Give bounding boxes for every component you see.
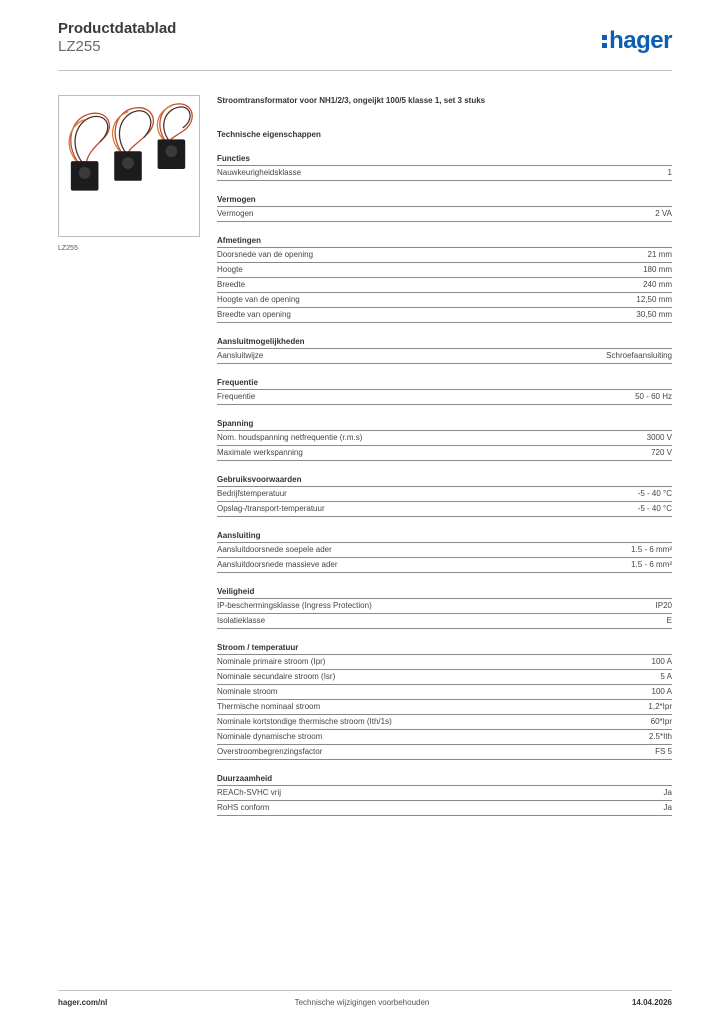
spec-value: Schroefaansluiting <box>606 351 672 360</box>
spec-section <box>217 153 672 181</box>
spec-row <box>217 557 672 573</box>
spec-row <box>217 206 672 222</box>
spec-row <box>217 729 672 744</box>
spec-label: Bedrijfstemperatuur <box>217 489 287 498</box>
spec-value: 21 mm <box>647 250 672 259</box>
spec-section <box>217 642 672 760</box>
spec-sections <box>217 153 672 816</box>
spec-row <box>217 744 672 760</box>
spec-value: 1.5 - 6 mm² <box>631 545 672 554</box>
spec-section <box>217 194 672 222</box>
section-title: Aansluiting <box>217 531 261 540</box>
spec-value: E <box>666 616 672 625</box>
spec-row <box>217 445 672 461</box>
spec-label: Aansluitdoorsnede soepele ader <box>217 545 332 554</box>
spec-label: Thermische nominaal stroom <box>217 702 321 711</box>
section-title: Aansluitmogelijkheden <box>217 337 305 346</box>
spec-label: Aansluitdoorsnede massieve ader <box>217 560 338 569</box>
spec-value: 1,2*Ipr <box>648 702 672 711</box>
spec-table <box>217 654 672 760</box>
section-title: Gebruiksvoorwaarden <box>217 475 302 484</box>
footer-date: 14.04.2026 <box>631 998 672 1007</box>
spec-value: 100 A <box>651 657 672 666</box>
hager-logo <box>602 26 672 56</box>
spec-table <box>217 486 672 517</box>
product-code: LZ255 <box>58 38 101 55</box>
spec-row <box>217 389 672 405</box>
logo-dots-icon <box>602 35 607 48</box>
spec-row <box>217 654 672 669</box>
spec-table <box>217 389 672 405</box>
spec-value: -5 - 40 °C <box>637 489 672 498</box>
spec-section <box>217 235 672 323</box>
spec-row <box>217 262 672 277</box>
spec-table <box>217 542 672 573</box>
document-title: Productdatablad <box>58 20 177 37</box>
section-title: Stroom / temperatuur <box>217 643 299 652</box>
spec-label: Nominale dynamische stroom <box>217 732 323 741</box>
spec-row <box>217 598 672 613</box>
spec-value: 1 <box>667 168 672 177</box>
section-title: Functies <box>217 154 250 163</box>
spec-section <box>217 336 672 364</box>
spec-section <box>217 474 672 517</box>
spec-section <box>217 418 672 461</box>
spec-value: 2.5*Ith <box>648 732 672 741</box>
spec-label: Hoogte <box>217 265 243 274</box>
spec-row <box>217 348 672 364</box>
product-description: Stroomtransformator voor NH1/2/3, ongeijkt 100/5 klasse 1, set 3 stuks <box>217 96 486 105</box>
spec-label: IP-beschermingsklasse (Ingress Protection) <box>217 601 372 610</box>
spec-label: Isolatieklasse <box>217 616 266 625</box>
spec-label: Hoogte van de opening <box>217 295 300 304</box>
spec-section <box>217 530 672 573</box>
spec-row <box>217 669 672 684</box>
spec-label: Nominale stroom <box>217 687 278 696</box>
spec-value: 100 A <box>651 687 672 696</box>
spec-label: Opslag-/transport-temperatuur <box>217 504 325 513</box>
spec-value: 720 V <box>651 448 672 457</box>
image-caption: LZ255 <box>58 245 78 252</box>
spec-row <box>217 542 672 557</box>
spec-label: Breedte <box>217 280 246 289</box>
spec-label: REACh-SVHC vrij <box>217 788 282 797</box>
spec-label: Nauwkeurigheidsklasse <box>217 168 302 177</box>
spec-section <box>217 773 672 816</box>
spec-row <box>217 800 672 816</box>
spec-label: Overstroombegrenzingsfactor <box>217 747 323 756</box>
spec-row <box>217 684 672 699</box>
spec-row <box>217 699 672 714</box>
footer-website: hager.com/nl <box>58 998 108 1007</box>
spec-value: -5 - 40 °C <box>637 504 672 513</box>
spec-table <box>217 598 672 629</box>
spec-row <box>217 247 672 262</box>
spec-section <box>217 377 672 405</box>
spec-label: Nominale primaire stroom (Ipr) <box>217 657 326 666</box>
spec-label: Nominale secundaire stroom (Isr) <box>217 672 336 681</box>
spec-value: 30,50 mm <box>636 310 672 319</box>
product-image <box>58 95 200 237</box>
logo-text: hager <box>609 27 672 54</box>
spec-row <box>217 613 672 629</box>
spec-table <box>217 348 672 364</box>
spec-label: Frequentie <box>217 392 256 401</box>
spec-row <box>217 785 672 800</box>
section-title: Veiligheid <box>217 587 255 596</box>
spec-value: Ja <box>663 788 672 797</box>
specifications <box>217 96 672 816</box>
spec-row <box>217 165 672 181</box>
spec-row <box>217 486 672 501</box>
spec-value: IP20 <box>655 601 672 610</box>
spec-label: Vermogen <box>217 209 254 218</box>
spec-label: Nominale kortstondige thermische stroom (Ith/1s) <box>217 717 392 726</box>
spec-table <box>217 785 672 816</box>
section-title: Spanning <box>217 419 254 428</box>
spec-value: 60*Ipr <box>650 717 672 726</box>
document-header <box>58 20 176 56</box>
current-transformer-photo <box>59 96 199 236</box>
spec-label: Breedte van opening <box>217 310 291 319</box>
spec-row <box>217 430 672 445</box>
spec-row <box>217 714 672 729</box>
section-title: Duurzaamheid <box>217 774 273 783</box>
spec-row <box>217 292 672 307</box>
section-title: Vermogen <box>217 195 256 204</box>
spec-value: 180 mm <box>643 265 672 274</box>
spec-table <box>217 430 672 461</box>
spec-label: Nom. houdspanning netfrequentie (r.m.s) <box>217 433 363 442</box>
spec-value: 2 VA <box>655 209 672 218</box>
section-title: Afmetingen <box>217 236 261 245</box>
spec-label: Doorsnede van de opening <box>217 250 314 259</box>
spec-label: Aansluitwijze <box>217 351 264 360</box>
spec-value: FS 5 <box>655 747 672 756</box>
spec-row <box>217 501 672 517</box>
spec-value: 1.5 - 6 mm² <box>631 560 672 569</box>
spec-label: RoHS conform <box>217 803 270 812</box>
spec-value: 50 - 60 Hz <box>635 392 672 401</box>
spec-table <box>217 206 672 222</box>
spec-label: Maximale werkspanning <box>217 448 303 457</box>
footer-divider <box>58 990 672 991</box>
spec-row <box>217 307 672 323</box>
header-divider <box>58 70 672 71</box>
spec-table <box>217 247 672 323</box>
spec-value: 5 A <box>660 672 672 681</box>
spec-row <box>217 277 672 292</box>
spec-value: 12,50 mm <box>636 295 672 304</box>
footer-notice: Technische wijzigingen voorbehouden <box>294 998 430 1007</box>
technical-properties-title: Technische eigenschappen <box>217 130 321 139</box>
spec-value: 3000 V <box>646 433 672 442</box>
spec-value: 240 mm <box>643 280 672 289</box>
spec-value: Ja <box>663 803 672 812</box>
spec-table <box>217 165 672 181</box>
section-title: Frequentie <box>217 378 258 387</box>
spec-section <box>217 586 672 629</box>
